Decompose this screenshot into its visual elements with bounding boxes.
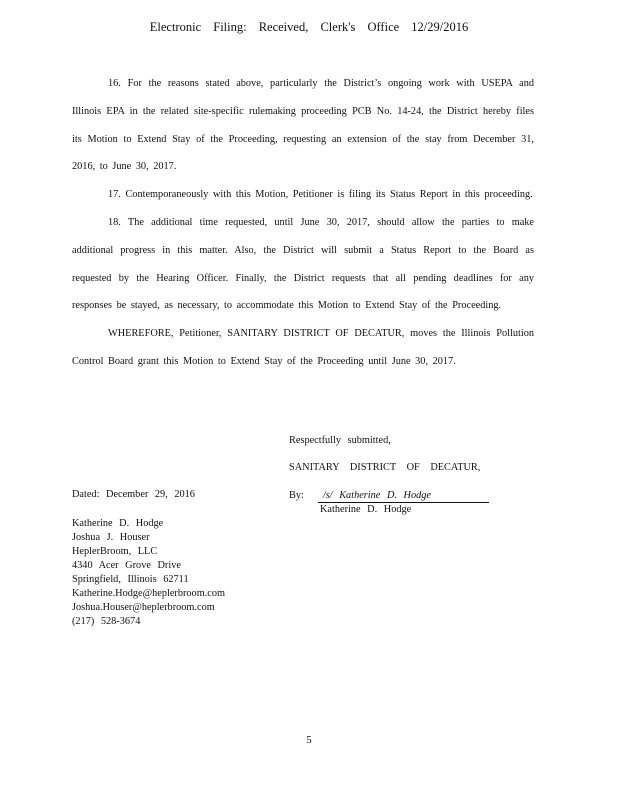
contact-phone: (217) 528-3674 <box>72 616 141 627</box>
paragraph-18: 18. The additional time requested, until June 30, 2017, should allow the parties to make additional progress in this matter. Also, the District will submit a Status Report to the Board as requested by the Hearing Officer. Finally, the District requests that all pending deadlines for any responses be stayed, as necessary, to accommodate this Motion to Extend Stay of the Proceeding. <box>72 216 534 312</box>
signature-line <box>289 489 489 503</box>
contact-email-1: Katherine.Hodge@heplerbroom.com <box>72 588 226 599</box>
contact-email-2: Joshua.Houser@heplerbroom.com <box>72 602 215 613</box>
wherefore-paragraph: WHEREFORE, Petitioner, SANITARY DISTRICT OF DECATUR, moves the Illinois Pollution Control Board grant this Motion to Extend Stay of the Proceeding until June 30, 2017. <box>72 328 534 367</box>
motion-body <box>72 70 534 376</box>
closing-text: Respectfully submitted, <box>289 435 391 446</box>
paragraph-17: 17. Contemporaneously with this Motion, Petitioner is filing its Status Report in this proceeding. <box>108 189 533 201</box>
by-label: By: <box>289 490 304 501</box>
signer-name: Katherine D. Hodge <box>320 504 412 515</box>
paragraph-16: 16. For the reasons stated above, particularly the District’s ongoing work with USEPA and Illinois EPA in the related site-specific rulemaking proceeding PCB No. 14-24, the District hereby files its Motion to Extend Stay of the Proceeding, requesting an extension of the stay from December 31, 2016, to June 30, 2017. <box>72 78 534 173</box>
attorney-contact-block <box>72 517 225 629</box>
contact-firm: HeplerBroom, LLC <box>72 546 158 557</box>
contact-name-1: Katherine D. Hodge <box>72 518 164 529</box>
filing-stamp-header: Electronic Filing: Received, Clerk's Office 12/29/2016 <box>149 20 469 34</box>
electronic-signature: /s/ Katherine D. Hodge <box>318 489 489 503</box>
page-number: 5 <box>306 734 312 746</box>
contact-street: 4340 Acer Grove Drive <box>72 560 181 571</box>
contact-name-2: Joshua J. Houser <box>72 532 150 543</box>
contact-city: Springfield, Illinois 62711 <box>72 574 189 585</box>
organization-name: SANITARY DISTRICT OF DECATUR, <box>289 462 481 473</box>
dated-line: Dated: December 29, 2016 <box>72 489 195 500</box>
